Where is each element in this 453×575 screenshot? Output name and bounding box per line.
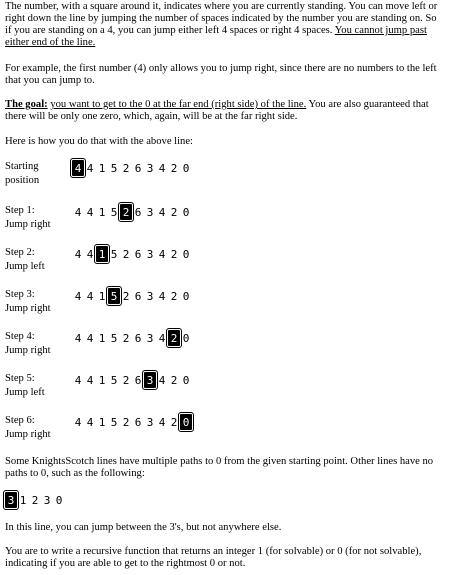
number-cell: 0	[182, 206, 190, 219]
number-cell: 3	[146, 332, 154, 345]
number-cell: 0	[182, 332, 190, 345]
number-cell: 2	[122, 416, 130, 429]
number-line	[72, 288, 192, 304]
number-cell: 3	[146, 162, 154, 175]
number-cell: 3	[146, 206, 154, 219]
number-cell: 6	[134, 206, 142, 219]
step-label	[5, 288, 67, 316]
number-cell: 1	[98, 416, 106, 429]
intro-rule-text: You cannot jump past either end of the line.	[5, 25, 427, 48]
number-cell: 4	[86, 332, 94, 345]
step-row	[5, 160, 445, 186]
number-cell: 4	[74, 206, 82, 219]
goal-rest: You are also guaranteed that there will be only one zero, which, again, will be at the far right side.	[5, 99, 429, 122]
number-cell: 2	[122, 162, 130, 175]
between-text: In this line, you can jump between the 3's, but not anywhere else.	[5, 522, 282, 533]
number-cell: 6	[134, 248, 142, 261]
step-row	[5, 288, 445, 314]
step-action: Jump right	[5, 303, 51, 314]
no-path-paragraph: Some KnightsScotch lines have multiple paths to 0 from the given starting point. Other lines have no paths to 0, such as the following:	[5, 456, 434, 479]
number-cell: 2	[170, 206, 178, 219]
number-line	[72, 372, 192, 388]
number-cell: 0	[182, 290, 190, 303]
number-cell: 4	[74, 248, 82, 261]
step-row	[5, 204, 445, 230]
step-action: Jump right	[5, 429, 51, 440]
number-cell: 3	[43, 494, 51, 507]
number-cell: 1	[98, 290, 106, 303]
number-cell: 5	[110, 374, 118, 387]
current-position-cell: 0	[180, 414, 192, 430]
number-line	[72, 160, 192, 176]
number-cell: 2	[31, 494, 39, 507]
step-label	[5, 204, 67, 232]
number-cell: 4	[86, 248, 94, 261]
current-position-cell: 3	[5, 492, 17, 508]
number-cell: 4	[74, 416, 82, 429]
number-cell: 2	[122, 248, 130, 261]
step-action: Jump left	[5, 387, 45, 398]
step-row	[5, 246, 445, 272]
number-cell: 4	[74, 332, 82, 345]
number-cell: 4	[158, 248, 166, 261]
number-cell: 4	[86, 206, 94, 219]
number-cell: 5	[110, 162, 118, 175]
number-cell: 4	[158, 332, 166, 345]
current-position-cell: 4	[72, 160, 84, 176]
step-title: Step 3:	[5, 289, 35, 300]
current-position-cell: 1	[96, 246, 108, 262]
step-label	[5, 372, 67, 400]
step-title: Step 4:	[5, 331, 35, 342]
intro-text: The number, with a square around it, indicates where you are currently standing. You can move left or right down the line by jumping the number of spaces indicated by the number you are standing on. So if you are standing on a 4, you can jump either left 4 spaces or right 4 spaces.	[5, 1, 438, 36]
number-cell: 4	[158, 416, 166, 429]
number-cell: 4	[86, 374, 94, 387]
number-cell: 2	[170, 248, 178, 261]
number-cell: 2	[122, 290, 130, 303]
number-cell: 4	[158, 162, 166, 175]
number-cell: 2	[170, 290, 178, 303]
step-row	[5, 414, 445, 440]
step-action: position	[5, 175, 40, 186]
number-cell: 4	[74, 290, 82, 303]
number-cell: 2	[170, 374, 178, 387]
example-paragraph: For example, the first number (4) only allows you to jump right, since there are no numbers to the left that you can jump to.	[5, 63, 437, 86]
intro-paragraph	[5, 1, 445, 49]
current-position-cell: 3	[144, 372, 156, 388]
step-action: Jump right	[5, 345, 51, 356]
number-cell: 5	[110, 416, 118, 429]
goal-paragraph	[5, 99, 445, 123]
number-cell: 2	[122, 332, 130, 345]
step-action: Jump right	[5, 219, 51, 230]
unsolvable-line	[5, 492, 65, 509]
number-cell: 4	[74, 374, 82, 387]
number-cell: 0	[182, 248, 190, 261]
task-paragraph: You are to write a recursive function that returns an integer 1 (for solvable) or 0 (for not solvable), indicating if you are able to get to the rightmost 0 or not.	[5, 546, 422, 569]
step-label	[5, 414, 67, 442]
current-position-cell: 2	[168, 330, 180, 346]
number-cell: 6	[134, 162, 142, 175]
step-row	[5, 330, 445, 356]
number-cell: 5	[110, 248, 118, 261]
number-line	[72, 330, 192, 346]
number-cell: 2	[170, 416, 178, 429]
number-cell: 1	[98, 206, 106, 219]
step-row	[5, 372, 445, 398]
number-cell: 0	[55, 494, 63, 507]
goal-underlined: you want to get to the 0 at the far end (right side) of the line.	[50, 99, 307, 110]
step-action: Jump left	[5, 261, 45, 272]
number-cell: 1	[98, 162, 106, 175]
number-cell: 3	[146, 290, 154, 303]
current-position-cell: 5	[108, 288, 120, 304]
step-title: Step 2:	[5, 247, 35, 258]
step-label	[5, 160, 67, 188]
number-cell: 0	[182, 162, 190, 175]
number-cell: 6	[134, 332, 142, 345]
number-cell: 1	[98, 332, 106, 345]
number-cell: 6	[134, 416, 142, 429]
number-line	[72, 414, 192, 430]
number-cell: 5	[110, 206, 118, 219]
number-line	[72, 246, 192, 262]
number-cell: 0	[182, 374, 190, 387]
number-cell: 3	[146, 248, 154, 261]
number-cell: 3	[146, 416, 154, 429]
number-cell: 6	[134, 374, 142, 387]
number-cell: 1	[98, 374, 106, 387]
step-label	[5, 246, 67, 274]
step-title: Step 1:	[5, 205, 35, 216]
step-title: Starting	[5, 161, 39, 172]
number-cell: 5	[110, 332, 118, 345]
step-title: Step 6:	[5, 415, 35, 426]
current-position-cell: 2	[120, 204, 132, 220]
howto-text: Here is how you do that with the above line:	[5, 136, 193, 147]
number-cell: 6	[134, 290, 142, 303]
number-cell: 4	[158, 290, 166, 303]
number-cell: 4	[158, 206, 166, 219]
number-cell: 4	[86, 162, 94, 175]
step-label	[5, 330, 67, 358]
number-cell: 4	[86, 416, 94, 429]
number-cell: 1	[19, 494, 27, 507]
number-cell: 2	[122, 374, 130, 387]
number-cell: 4	[158, 374, 166, 387]
number-line	[72, 204, 192, 220]
number-cell: 2	[170, 162, 178, 175]
number-cell: 4	[86, 290, 94, 303]
goal-label: The goal:	[5, 99, 48, 110]
step-title: Step 5:	[5, 373, 35, 384]
